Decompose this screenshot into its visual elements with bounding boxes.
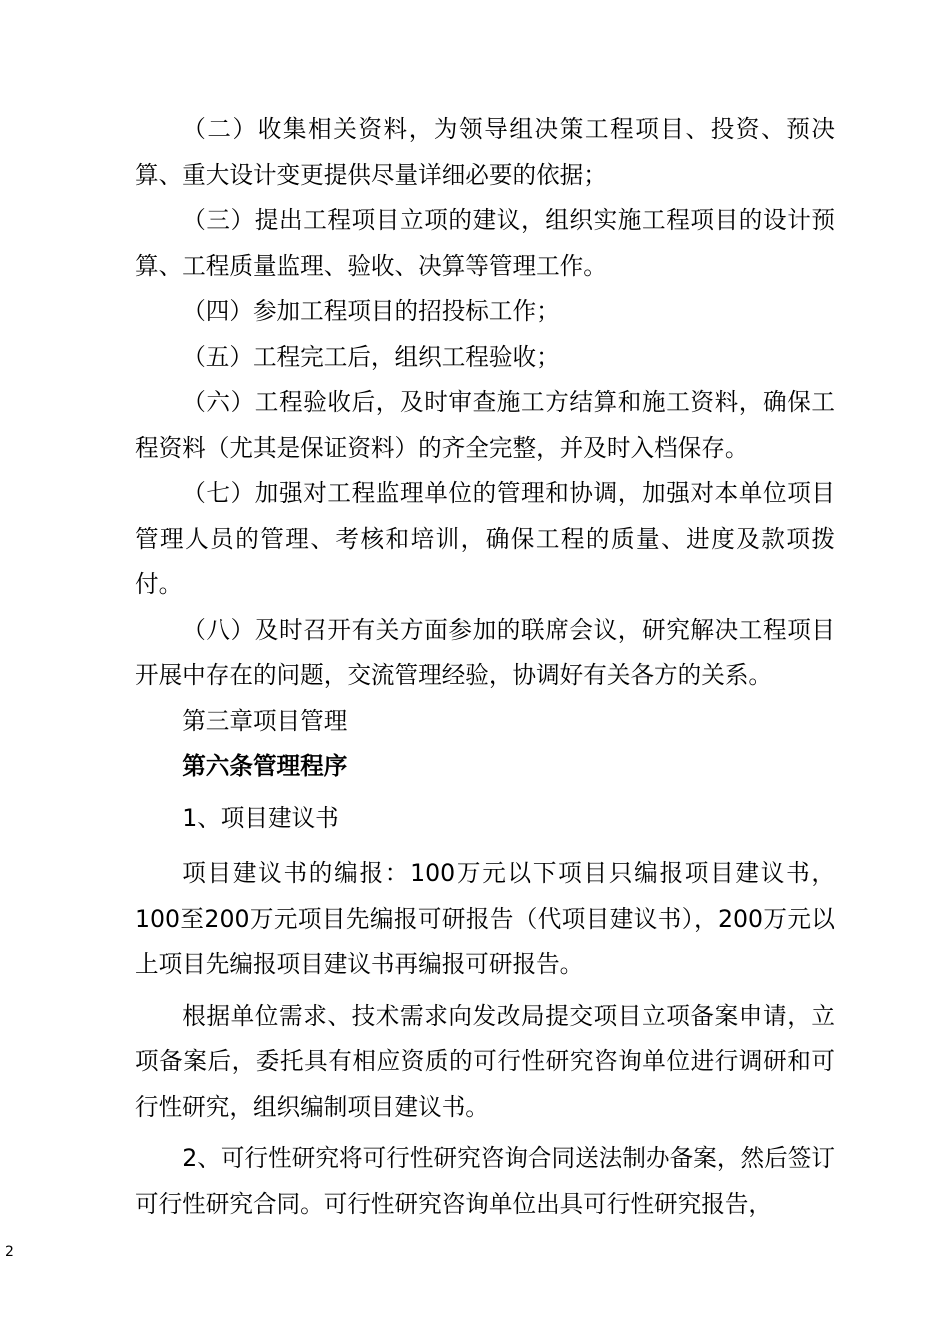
- page-number: 2: [5, 1244, 14, 1260]
- article-heading: 第六条管理程序: [182, 752, 348, 780]
- paragraph-item-2: （二）收集相关资料，为领导组决策工程项目、投资、预决算、重大设计变更提供尽量详细必要的依据；: [135, 115, 835, 189]
- paragraph-feasibility-study: 2、可行性研究将可行性研究咨询合同送法制办备案，然后签订可行性研究合同。可行性研究咨询单位出具可行性研究报告，: [135, 1144, 835, 1218]
- paragraph-item-6: （六）工程验收后，及时审查施工方结算和施工资料，确保工程资料（尤其是保证资料）的齐全完整，并及时入档保存。: [135, 388, 835, 462]
- paragraph-proposal-rules: 项目建议书的编报：100万元以下项目只编报项目建议书，100至200万元项目先编报可研报告（代项目建议书），200万元以上项目先编报项目建议书再编报可研报告。: [135, 859, 835, 978]
- paragraph-item-5: （五）工程完工后，组织工程验收；: [182, 342, 560, 371]
- paragraph-item-7: （七）加强对工程监理单位的管理和协调，加强对本单位项目管理人员的管理、考核和培训，确保工程的质量、进度及款项拨付。: [135, 479, 835, 598]
- paragraph-item-4: （四）参加工程项目的招投标工作；: [182, 297, 560, 325]
- chapter-heading: 第三章项目管理: [182, 706, 348, 735]
- paragraph-filing-procedure: 根据单位需求、技术需求向发改局提交项目立项备案申请，立项备案后，委托具有相应资质的可行性研究咨询单位进行调研和可行性研究，组织编制项目建议书。: [135, 1001, 835, 1121]
- paragraph-item-3: （三）提出工程项目立项的建议，组织实施工程项目的设计预算、工程质量监理、验收、决算等管理工作。: [135, 206, 835, 280]
- section-heading-proposal: 1、项目建议书: [182, 803, 339, 832]
- document-body: [135, 107, 835, 1227]
- paragraph-item-8: （八）及时召开有关方面参加的联席会议，研究解决工程项目开展中存在的问题，交流管理经验，协调好有关各方的关系。: [135, 615, 835, 689]
